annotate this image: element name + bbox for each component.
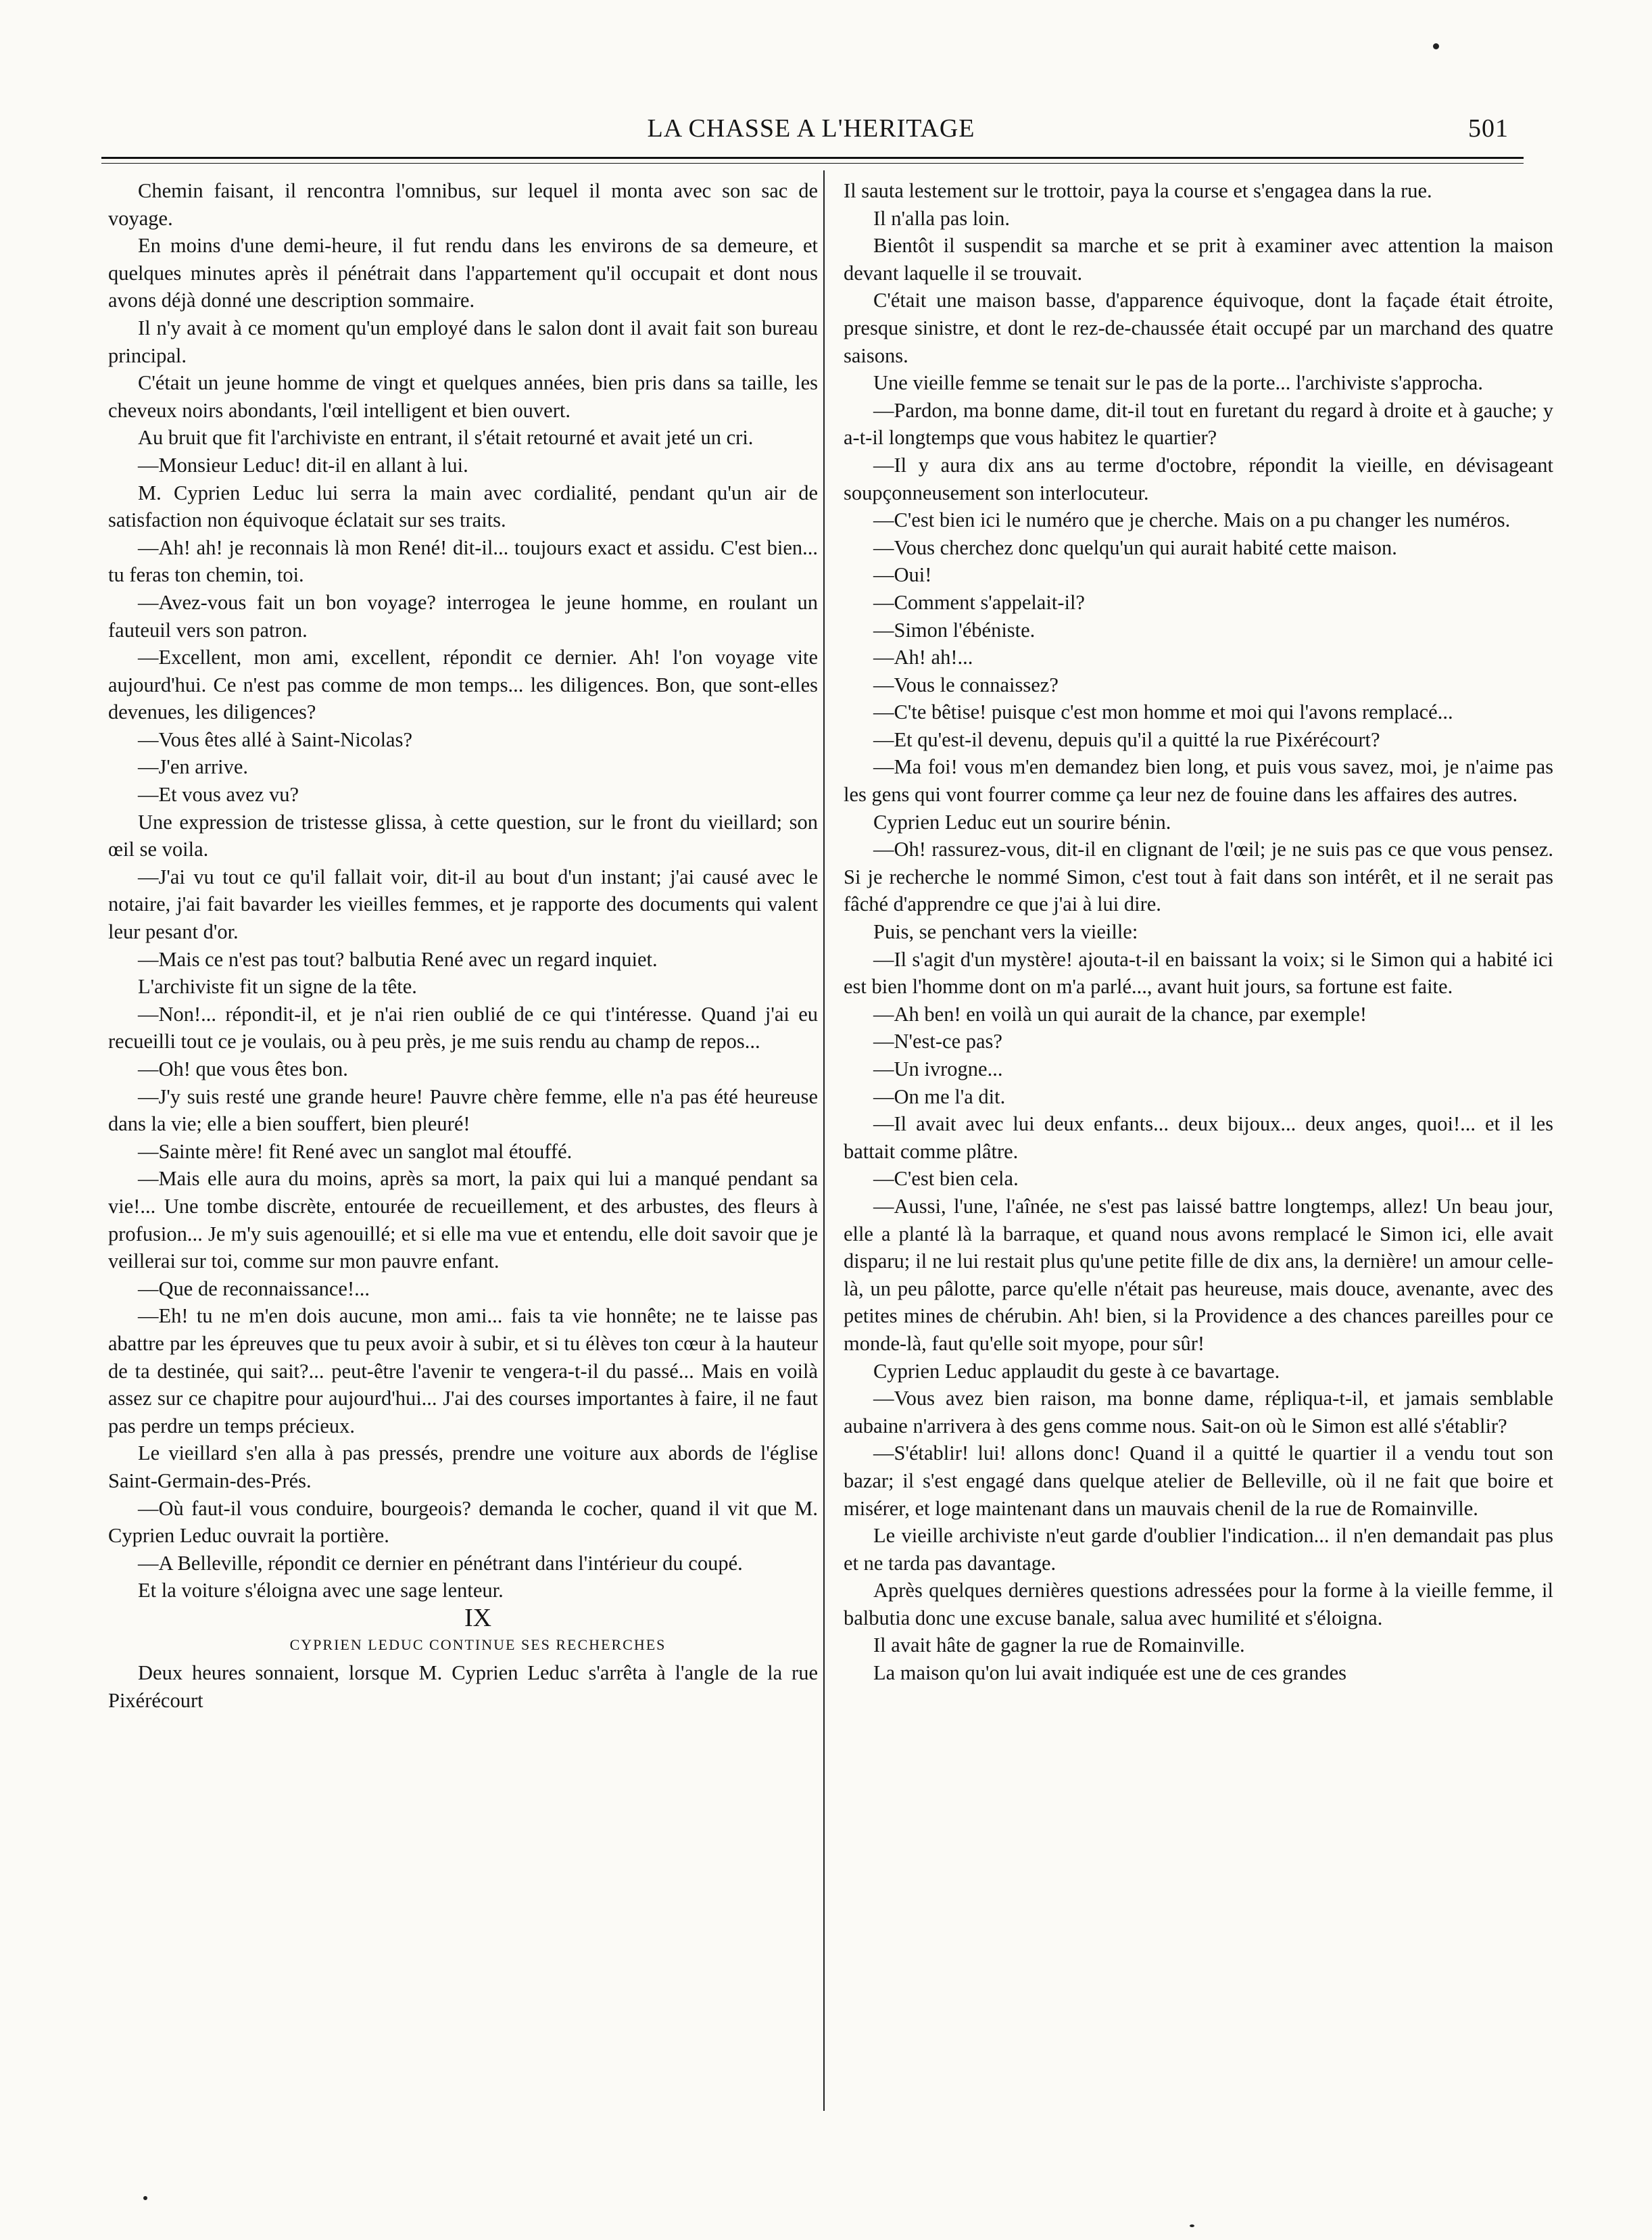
paragraph: Il avait hâte de gagner la rue de Romainville. — [873, 1634, 1245, 1657]
paragraph: —Ah! ah!... — [873, 646, 973, 669]
paragraph: Le vieillard s'en alla à pas pressés, prendre une voiture aux abords de l'église Saint-Germain-des-Prés. — [108, 1441, 818, 1492]
paragraph: Puis, se penchant vers la vieille: — [873, 920, 1138, 944]
paragraph: M. Cyprien Leduc lui serra la main avec cordialité, pendant qu'un air de satisfaction non équivoque éclatait sur ses traits. — [108, 481, 818, 532]
paragraph: —C'est bien ici le numéro que je cherche. Mais on a pu changer les numéros. — [873, 508, 1511, 532]
paragraph: Une vieille femme se tenait sur le pas de la porte... l'archiviste s'approcha. — [873, 371, 1483, 395]
left-column — [108, 177, 818, 1714]
paragraph: —Ma foi! vous m'en demandez bien long, et puis vous savez, moi, je n'aime pas les gens qui vont fourrer comme ça leur nez de fouine dans les affaires des autres. — [844, 755, 1553, 807]
paragraph: Cyprien Leduc eut un sourire bénin. — [873, 810, 1171, 834]
paragraph: —J'en arrive. — [138, 755, 249, 779]
paragraph: —Et vous avez vu? — [138, 783, 299, 807]
paragraph: —Il y aura dix ans au terme d'octobre, répondit la vieille, en dévisageant soupçonneusement son interlocuteur. — [844, 453, 1553, 504]
paragraph: —Vous êtes allé à Saint-Nicolas? — [138, 728, 413, 751]
paragraph: Il sauta lestement sur le trottoir, paya la course et s'engagea dans la rue. — [844, 179, 1432, 202]
paragraph: Il n'alla pas loin. — [873, 206, 1011, 230]
paragraph: —Eh! tu ne m'en dois aucune, mon ami... fais ta vie honnête; ne te laisse pas abattre par les épreuves que tu peux avoir à subir, et si tu élèves ton cœur à la hauteur de ta destinée, qui sait?... peut-être l'avenir te vengera-t-il du passé... Mais en voilà assez sur ce chapitre pour aujourd'hui... J'ai des courses importantes à faire, il ne faut pas perdre un temps précieux. — [108, 1304, 818, 1437]
header-rule — [101, 157, 1524, 159]
paragraph: Le vieille archiviste n'eut garde d'oublier l'indication... il n'en demandait pas plus et ne tarda pas davantage. — [844, 1524, 1553, 1575]
paragraph: —Pardon, ma bonne dame, dit-il tout en furetant du regard à droite et à gauche; y a-t-il longtemps que vous habitez le quartier? — [844, 398, 1553, 450]
paragraph: —Vous cherchez donc quelqu'un qui aurait habité cette maison. — [873, 535, 1397, 559]
paragraph: —Vous le connaissez? — [873, 673, 1059, 696]
paragraph: —Aussi, l'une, l'aînée, ne s'est pas laissé battre longtemps, allez! Un beau jour, elle a planté là la barraque, et quand nous avons remplacé le Simon ici, elle avait disparu; il ne lui restait plus qu'une petite fille de dix ans, la dernière! un amour celle-là, un peu pâlotte, parce qu'elle n'était pas heureuse, mais douce, avenante, avec des petites mines de chérubin. Ah! bien, si la Providence a des chances pareilles pour ce monde-là, faut qu'elle soit myope, pour sûr! — [844, 1194, 1553, 1355]
chapter-number: IX — [464, 1603, 492, 1632]
paragraph: —A Belleville, répondit ce dernier en pénétrant dans l'intérieur du coupé. — [138, 1551, 743, 1575]
right-column — [844, 177, 1553, 1687]
paragraph: Après quelques dernières questions adressées pour la forme à la vieille femme, il balbutia donc une excuse banale, salua avec humilité et s'éloigna. — [844, 1579, 1553, 1629]
running-title: LA CHASSE A L'HERITAGE — [647, 114, 975, 143]
paragraph: L'archiviste fit un signe de la tête. — [138, 975, 417, 999]
paragraph: Il n'y avait à ce moment qu'un employé dans le salon dont il avait fait son bureau principal. — [108, 316, 818, 367]
chapter-title: CYPRIEN LEDUC CONTINUE SES RECHERCHES — [289, 1636, 666, 1654]
paragraph: —On me l'a dit. — [873, 1085, 1006, 1108]
paragraph: —Il avait avec lui deux enfants... deux bijoux... deux anges, quoi!... et il les battait comme plâtre. — [844, 1112, 1553, 1163]
paragraph: —Sainte mère! fit René avec un sanglot mal étouffé. — [138, 1139, 573, 1163]
left-column-paragraphs — [108, 177, 818, 1604]
header-rule-thin — [101, 163, 1524, 164]
paragraph: En moins d'une demi-heure, il fut rendu dans les environs de sa demeure, et quelques minutes après il pénétrait dans l'appartement qu'il occupait et dont nous avons déjà donné une description sommaire. — [108, 234, 818, 312]
paragraph: —Il s'agit d'un mystère! ajouta-t-il en baissant la voix; si le Simon qui a habité ici est bien l'homme dont on m'a parlé..., avant huit jours, sa fortune est faite. — [844, 947, 1553, 999]
running-header — [101, 114, 1521, 154]
paragraph: —Simon l'ébéniste. — [873, 618, 1036, 642]
paragraph: Bientôt il suspendit sa marche et se prit à examiner avec attention la maison devant laquelle il se trouvait. — [844, 234, 1553, 285]
paragraph: —Un ivrogne... — [873, 1057, 1003, 1080]
print-speck — [1190, 2224, 1194, 2227]
paragraph: —C'est bien cela. — [873, 1167, 1019, 1191]
print-speck — [1433, 43, 1439, 49]
page-number: 501 — [1468, 114, 1509, 143]
paragraph: Cyprien Leduc applaudit du geste à ce bavartage. — [873, 1359, 1280, 1383]
paragraph: —Comment s'appelait-il? — [873, 590, 1085, 614]
print-speck — [143, 2196, 147, 2200]
paragraph: —Non!... répondit-il, et je n'ai rien oublié de ce qui t'intéresse. Quand j'ai eu recueilli tout ce je voulais, ou à peu près, je me suis rendu au champ de repos... — [108, 1002, 818, 1053]
paragraph: —Et qu'est-il devenu, depuis qu'il a quitté la rue Pixérécourt? — [873, 728, 1380, 751]
right-column-paragraphs — [844, 177, 1553, 1687]
paragraph: —C'te bêtise! puisque c'est mon homme et moi qui l'avons remplacé... — [873, 700, 1453, 724]
paragraph: —Avez-vous fait un bon voyage? interrogea le jeune homme, en roulant un fauteuil vers son patron. — [108, 590, 818, 642]
chapter-opening-paragraph: Deux heures sonnaient, lorsque M. Cyprien Leduc s'arrêta à l'angle de la rue Pixérécourt — [108, 1661, 818, 1712]
paragraph: Une expression de tristesse glissa, à cette question, sur le front du vieillard; son œil se voila. — [108, 810, 818, 861]
column-divider — [823, 170, 825, 2111]
paragraph: —Mais elle aura du moins, après sa mort, la paix qui lui a manqué pendant sa vie!... Une tombe discrète, entourée de recueillement, et des arbustes, des fleurs à profusion... Je m'y suis agenouillé; et si elle ma vue et entendu, elle doit savoir que je veillerai sur toi, comme sur mon pauvre enfant. — [108, 1167, 818, 1273]
paragraph: —Oui! — [873, 563, 932, 587]
paragraph: Au bruit que fit l'archiviste en entrant, il s'était retourné et avait jeté un cri. — [138, 426, 754, 450]
paragraph: —N'est-ce pas? — [873, 1030, 1002, 1053]
paragraph: Et la voiture s'éloigna avec une sage lenteur. — [138, 1579, 504, 1602]
paragraph: —Excellent, mon ami, excellent, répondit ce dernier. Ah! l'on voyage vite aujourd'hui. Ce n'est pas comme de mon temps... les diligences. Bon, que sont-elles devenues, les diligences? — [108, 646, 818, 724]
paragraph: C'était un jeune homme de vingt et quelques années, bien pris dans sa taille, les cheveux noirs abondants, l'œil intelligent et bien ouvert. — [108, 371, 818, 422]
paragraph: C'était une maison basse, d'apparence équivoque, dont la façade était étroite, presque sinistre, et dont le rez-de-chaussée était occupé par un marchand des quatre saisons. — [844, 289, 1553, 367]
paragraph: —J'y suis resté une grande heure! Pauvre chère femme, elle n'a pas été heureuse dans la vie; elle a bien souffert, bien pleuré! — [108, 1085, 818, 1136]
paragraph: —Où faut-il vous conduire, bourgeois? demanda le cocher, quand il vit que M. Cyprien Leduc ouvrait la portière. — [108, 1496, 818, 1548]
paragraph: —Mais ce n'est pas tout? balbutia René avec un regard inquiet. — [138, 947, 658, 971]
paragraph: —Oh! rassurez-vous, dit-il en clignant de l'œil; je ne suis pas ce que vous pensez. Si je recherche le nommé Simon, c'est tout à fait dans son intérêt, et il ne serait pas fâché d'apprendre ce que j'ai à lui dire. — [844, 838, 1553, 916]
paragraph: —J'ai vu tout ce qu'il fallait voir, dit-il au bout d'un instant; j'ai causé avec le notaire, j'ai fait bavarder les vieilles femmes, et je rapporte des documents qui valent leur pesant d'or. — [108, 865, 818, 944]
paragraph: —S'établir! lui! allons donc! Quand il a quitté le quartier il a vendu tout son bazar; il s'est engagé dans quelque atelier de Belleville, où il ne fait que boire et misérer, et loge maintenant dans un mauvais chenil de la rue de Romainville. — [844, 1441, 1553, 1520]
paragraph: Chemin faisant, il rencontra l'omnibus, sur lequel il monta avec son sac de voyage. — [108, 179, 818, 230]
paragraph: —Oh! que vous êtes bon. — [138, 1057, 348, 1080]
paragraph: —Ah ben! en voilà un qui aurait de la chance, par exemple! — [873, 1002, 1367, 1026]
paragraph: —Vous avez bien raison, ma bonne dame, répliqua-t-il, et jamais semblable aubaine n'arrivera à des gens comme nous. Sait-on où le Simon est allé s'établir? — [844, 1387, 1553, 1437]
paragraph: —Ah! ah! je reconnais là mon René! dit-il... toujours exact et assidu. C'est bien... tu feras ton chemin, toi. — [108, 535, 818, 587]
paragraph: —Que de reconnaissance!... — [138, 1277, 370, 1300]
paragraph: La maison qu'on lui avait indiquée est une de ces grandes — [873, 1661, 1347, 1685]
paragraph: —Monsieur Leduc! dit-il en allant à lui. — [138, 453, 468, 477]
